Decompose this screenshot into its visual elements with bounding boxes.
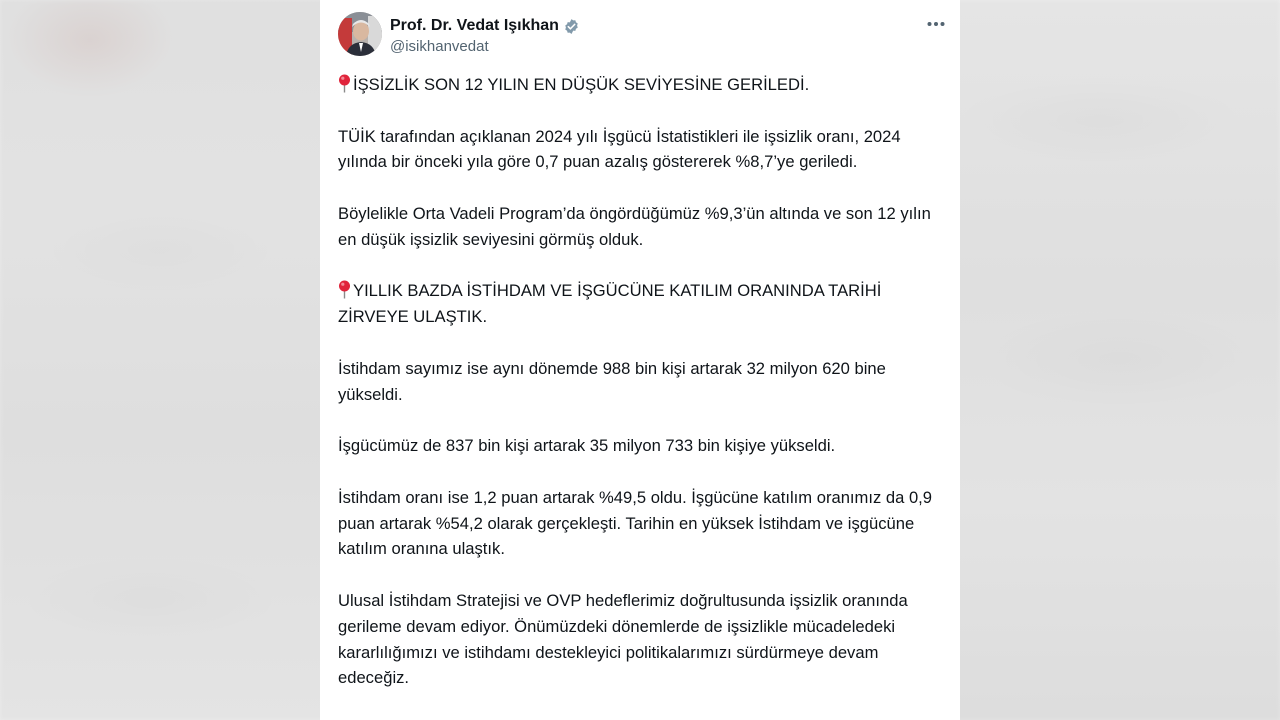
- tweet-paragraph: Ulusal İstihdam Stratejisi ve OVP hedeflerimiz doğrultusunda işsizlik oranında gerileme devam ediyor. Önümüzdeki dönemlerde de işsizlikle mücadeledeki kararlılığımızı ve istihdamı destekleyici politikalarımızı sürdürmeye devam edeceğiz.: [338, 590, 908, 688]
- round-pushpin-icon: [338, 74, 351, 93]
- avatar[interactable]: [338, 12, 382, 56]
- heading-text: İŞSİZLİK SON 12 YILIN EN DÜŞÜK SEVİYESİNE GERİLEDİ.: [353, 75, 810, 94]
- display-name[interactable]: Prof. Dr. Vedat Işıkhan: [390, 17, 559, 34]
- tweet-heading: [338, 278, 944, 330]
- heading-text: YILLIK BAZDA İSTİHDAM VE İŞGÜCÜNE KATILIM ORANINDA TARİHİ ZİRVEYE ULAŞTIK.: [338, 281, 882, 327]
- profile-photo-icon: [338, 12, 382, 56]
- background-left-panel: [0, 0, 320, 720]
- tweet-card: [320, 0, 960, 720]
- name-row: [390, 15, 580, 37]
- tweet-header: [338, 12, 948, 60]
- background-right-panel: [960, 0, 1280, 720]
- tweet-paragraph: TÜİK tarafından açıklanan 2024 yılı İşgücü İstatistikleri ile işsizlik oranı, 2024 yılında bir önceki yıla göre 0,7 puan azalış göstererek %8,7’ye geriledi.: [338, 126, 901, 172]
- tweet-text: [338, 72, 944, 717]
- user-handle[interactable]: @isikhanvedat: [390, 38, 489, 55]
- tweet-paragraph: Böylelikle Orta Vadeli Program’da öngördüğümüz %9,3’ün altında ve son 12 yılın en düşük işsizlik seviyesini görmüş olduk.: [338, 203, 931, 249]
- verified-badge-icon: [563, 18, 580, 35]
- tweet-paragraph: İstihdam sayımız ise aynı dönemde 988 bin kişi artarak 32 milyon 620 bine yükseldi.: [338, 358, 886, 404]
- more-horizontal-icon[interactable]: [922, 14, 950, 34]
- round-pushpin-icon: [338, 280, 351, 299]
- tweet-paragraph: İşgücümüz de 837 bin kişi artarak 35 milyon 733 bin kişiye yükseldi.: [338, 436, 836, 456]
- tweet-paragraph: İstihdam oranı ise 1,2 puan artarak %49,5 oldu. İşgücüne katılım oranımız da 0,9 puan artarak %54,2 olarak gerçekleşti. Tarihin en yüksek İstihdam ve işgücüne katılım oranına ulaştık.: [338, 487, 933, 559]
- tweet-heading: [338, 72, 944, 98]
